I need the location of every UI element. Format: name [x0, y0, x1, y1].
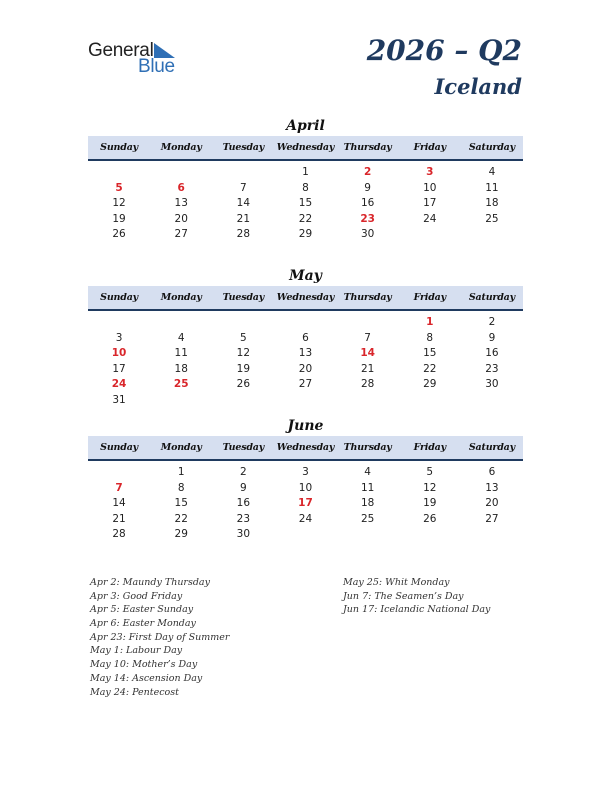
day-cell: 25 — [485, 212, 499, 225]
day-cell — [399, 527, 461, 543]
month-june — [88, 416, 523, 543]
holiday-entry: May 25: Whit Monday — [343, 577, 450, 588]
day-cell: 12 — [236, 347, 251, 359]
day-cell: 17 — [112, 362, 126, 375]
day-cell: 30 — [485, 378, 499, 390]
month-title: June — [287, 418, 324, 434]
day-cell: 17 — [423, 197, 437, 209]
day-cell — [212, 393, 274, 409]
day-cell: 4 — [488, 166, 496, 178]
day-cell: 25 — [173, 378, 189, 390]
weekday-label: Wednesday — [276, 292, 335, 303]
day-cell: 9 — [488, 331, 496, 344]
day-cell: 19 — [236, 362, 251, 375]
day-cell — [274, 527, 336, 543]
weekday-label: Monday — [160, 142, 202, 153]
day-cell: 23 — [236, 512, 251, 525]
day-cell: 2 — [240, 466, 247, 478]
day-cell: 22 — [423, 362, 437, 375]
weekday-label: Saturday — [468, 442, 515, 453]
holiday-entry: May 24: Pentecost — [90, 686, 179, 698]
day-cell: 3 — [426, 166, 434, 178]
day-cell — [399, 227, 461, 243]
day-cell: 24 — [423, 212, 437, 225]
day-cell: 12 — [423, 481, 437, 494]
day-cell — [88, 465, 150, 481]
day-cell — [88, 165, 150, 181]
day-cell: 3 — [302, 466, 309, 478]
day-cell: 23 — [360, 212, 375, 225]
day-cell: 8 — [426, 331, 434, 344]
day-cell: 16 — [236, 497, 251, 509]
day-cell: 23 — [485, 362, 499, 375]
day-cell — [337, 527, 399, 543]
day-cell: 9 — [240, 481, 247, 494]
day-cell: 21 — [112, 512, 126, 525]
day-cell: 4 — [364, 466, 371, 478]
day-cell: 29 — [174, 528, 188, 540]
day-cell: 26 — [112, 228, 126, 240]
day-cell: 22 — [298, 212, 313, 225]
holiday-entry: Jun 17: Icelandic National Day — [343, 604, 491, 616]
day-cell: 1 — [426, 316, 434, 328]
day-cell: 5 — [240, 331, 247, 344]
weekday-label: Thursday — [343, 292, 392, 303]
day-cell: 27 — [174, 228, 188, 240]
weekday-label: Sunday — [100, 442, 138, 453]
weekday-label: Tuesday — [222, 142, 265, 153]
day-cell: 1 — [302, 166, 309, 178]
day-cell: 6 — [302, 331, 309, 344]
weekday-header — [88, 436, 523, 461]
day-cell — [212, 315, 274, 331]
day-cell — [88, 315, 150, 331]
weekday-label: Sunday — [100, 292, 138, 303]
day-cell: 8 — [302, 181, 309, 194]
day-cell — [461, 227, 523, 243]
page-title: 2026 – Q2 — [366, 34, 522, 67]
day-cell: 19 — [423, 497, 437, 509]
country-name: Iceland — [434, 74, 522, 99]
day-cell: 26 — [236, 378, 251, 390]
day-cell: 6 — [177, 181, 185, 194]
day-cell: 11 — [360, 481, 375, 494]
day-cell: 13 — [174, 197, 188, 209]
holiday-entry: Jun 7: The Seamen’s Day — [343, 590, 464, 602]
weekday-label: Wednesday — [276, 442, 335, 453]
day-cell: 9 — [364, 181, 371, 194]
day-cell: 1 — [177, 466, 185, 478]
month-april — [88, 116, 523, 243]
weekday-label: Friday — [413, 442, 446, 453]
day-cell — [337, 393, 399, 409]
day-cell: 8 — [177, 481, 185, 494]
holiday-entry: Apr 23: First Day of Summer — [90, 631, 230, 643]
day-cell: 15 — [298, 197, 313, 209]
day-cell: 21 — [360, 362, 375, 375]
month-title: May — [289, 268, 322, 284]
day-cell: 18 — [360, 497, 375, 509]
day-cell: 15 — [423, 347, 437, 359]
weekday-label: Wednesday — [276, 142, 335, 153]
day-cell: 22 — [174, 512, 188, 525]
day-cell: 16 — [360, 197, 375, 209]
weekday-label: Thursday — [343, 442, 392, 453]
day-cell — [461, 527, 523, 543]
day-cell: 7 — [364, 331, 371, 344]
weekday-header — [88, 286, 523, 311]
day-grid — [88, 461, 523, 543]
holiday-entry: May 1: Labour Day — [90, 645, 183, 657]
day-cell: 7 — [115, 481, 123, 494]
day-cell: 18 — [174, 362, 188, 375]
day-cell: 7 — [240, 181, 247, 194]
weekday-label: Saturday — [468, 142, 515, 153]
holiday-entry: Apr 6: Easter Monday — [90, 618, 196, 630]
day-cell: 10 — [423, 181, 437, 194]
day-cell — [150, 165, 212, 181]
day-cell: 25 — [360, 512, 375, 525]
day-cell: 10 — [111, 347, 127, 359]
day-cell: 11 — [485, 181, 499, 194]
day-cell: 21 — [236, 212, 251, 225]
day-cell: 18 — [485, 197, 499, 209]
weekday-header — [88, 136, 523, 161]
day-cell: 13 — [298, 347, 313, 359]
day-cell: 24 — [298, 512, 313, 525]
weekday-label: Tuesday — [222, 292, 265, 303]
day-cell — [399, 393, 461, 409]
weekday-label: Monday — [160, 442, 202, 453]
day-cell: 31 — [112, 393, 126, 406]
day-cell — [461, 393, 523, 409]
holiday-entry: Apr 2: Maundy Thursday — [90, 577, 210, 588]
weekday-label: Thursday — [343, 142, 392, 153]
day-cell: 12 — [112, 197, 126, 209]
day-cell — [274, 315, 336, 331]
day-cell: 11 — [174, 347, 188, 359]
weekday-label: Monday — [160, 292, 202, 303]
holiday-list-right — [343, 576, 490, 617]
day-grid — [88, 161, 523, 243]
day-cell: 20 — [298, 362, 313, 375]
day-cell: 29 — [298, 228, 313, 240]
day-cell: 27 — [485, 512, 499, 525]
day-cell — [150, 393, 212, 409]
day-cell: 17 — [298, 497, 313, 509]
day-cell: 19 — [112, 212, 126, 225]
weekday-label: Friday — [413, 142, 446, 153]
day-cell: 10 — [298, 481, 313, 494]
day-cell — [212, 165, 274, 181]
day-cell: 20 — [174, 212, 188, 225]
day-cell: 14 — [236, 197, 251, 209]
holiday-list-left — [90, 576, 229, 699]
day-cell: 2 — [363, 166, 372, 178]
day-grid — [88, 311, 523, 408]
holiday-entry: Apr 3: Good Friday — [90, 590, 183, 602]
weekday-label: Sunday — [100, 142, 138, 153]
day-cell: 27 — [298, 378, 313, 390]
day-cell: 16 — [485, 347, 499, 359]
day-cell: 5 — [115, 181, 123, 194]
day-cell: 6 — [488, 466, 496, 478]
day-cell: 2 — [488, 316, 496, 328]
day-cell: 28 — [360, 378, 375, 390]
holiday-entry: Apr 5: Easter Sunday — [90, 604, 194, 616]
month-may — [88, 266, 523, 408]
day-cell: 20 — [485, 497, 499, 509]
day-cell: 30 — [236, 528, 251, 540]
day-cell: 24 — [111, 378, 127, 390]
day-cell — [337, 315, 399, 331]
day-cell: 4 — [177, 331, 185, 344]
day-cell: 13 — [485, 481, 499, 494]
day-cell: 30 — [360, 228, 375, 240]
holiday-entry: May 14: Ascension Day — [90, 672, 203, 684]
day-cell: 5 — [426, 466, 434, 478]
weekday-label: Tuesday — [222, 442, 265, 453]
logo-text-general: General — [88, 40, 154, 61]
day-cell: 26 — [423, 512, 437, 525]
day-cell: 28 — [112, 528, 126, 540]
day-cell: 15 — [174, 497, 188, 509]
day-cell — [274, 393, 336, 409]
generalblue-logo — [88, 40, 188, 76]
holiday-entry: May 10: Mother’s Day — [90, 659, 198, 671]
month-title: April — [286, 118, 325, 134]
day-cell: 29 — [423, 378, 437, 390]
weekday-label: Saturday — [468, 292, 515, 303]
day-cell: 14 — [360, 347, 375, 359]
logo-text-blue: Blue — [138, 56, 175, 77]
day-cell: 28 — [236, 228, 251, 240]
day-cell — [150, 315, 212, 331]
day-cell: 14 — [112, 497, 126, 509]
day-cell: 3 — [115, 331, 123, 344]
weekday-label: Friday — [413, 292, 446, 303]
